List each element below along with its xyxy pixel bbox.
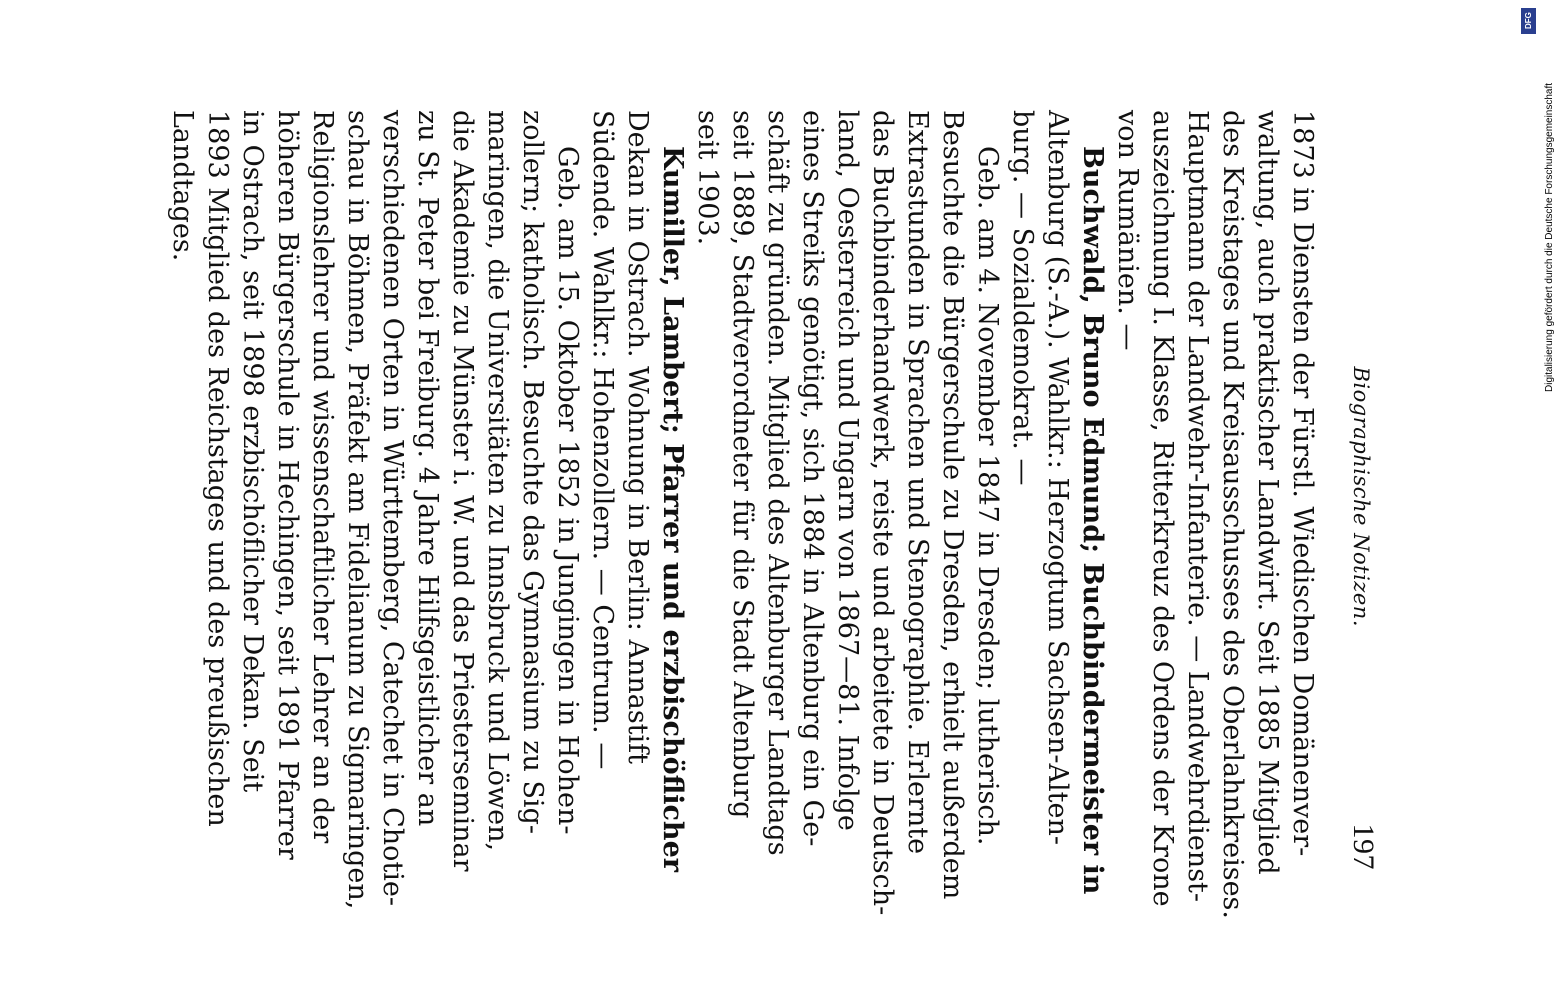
text-line: seit 1903. [692, 110, 723, 246]
dfg-logo: DFG [1521, 8, 1536, 34]
text-line: des Kreistages und Kreisausschusses des Oberlahnkreises. [1217, 110, 1248, 919]
text-line: zu St. Peter bei Freiburg. 4 Jahre Hilfsgeistlicher an [412, 110, 443, 827]
text-line: verschiedenen Orten in Württemberg, Catechet in Chotie- [377, 110, 408, 907]
text-line: Dekan in Ostrach. Wohnung in Berlin: Annastift [622, 110, 653, 765]
text-line: Extrastunden in Sprachen und Stenographie. Erlernte [902, 110, 933, 855]
text-line: 1873 in Diensten der Fürstl. Wiedischen Domänenver- [1287, 110, 1318, 857]
entry-heading-buchwald: Buchwald, Bruno Edmund; Buchbindermeister in [1077, 146, 1108, 895]
text-line: das Buchbinderhandwerk, reiste und arbeitete in Deutsch- [867, 110, 898, 916]
header-title: Biographische Notizen. [1349, 366, 1373, 627]
running-header [1346, 110, 1380, 870]
page-body [120, 110, 1380, 919]
dfg-notice: Digitalisierung gefördert durch die Deutsche Forschungsgemeinschaft [1544, 82, 1555, 392]
text-line: burg. — Sozialdemokrat. — [1007, 110, 1038, 486]
text-line: schau in Böhmen, Präfekt am Fidelianum zu Sigmaringen, [342, 110, 373, 910]
text-line: Geb. am 15. Oktober 1852 in Jungingen in Hohen- [552, 146, 583, 835]
text-line: die Akademie zu Münster i. W. und das Priesterseminar [447, 110, 478, 872]
text-line: von Rumänien. — [1112, 110, 1143, 351]
rotated-page [120, 110, 1380, 919]
text-line: Besuchte die Bürgerschule zu Dresden, erhielt außerdem [937, 110, 968, 900]
text-line: in Ostrach, seit 1898 erzbischöflicher Dekan. Seit [237, 110, 268, 793]
text-line: seit 1889, Stadtverordneter für die Stadt Altenburg [727, 110, 758, 819]
text-line: Altenburg (S.-A.). Wahlkr.: Herzogtum Sachsen-Alten- [1042, 110, 1073, 845]
text-line: Landtages. [167, 110, 198, 262]
text-line: land, Oesterreich und Ungarn von 1867—81. Infolge [832, 110, 863, 831]
text-line: Südende. Wahlkr.: Hohenzollern. — Centrum. — [587, 110, 618, 770]
text-line: schäft zu gründen. Mitglied des Altenburger Landtags [762, 110, 793, 856]
text-line: Religionslehrer und wissenschaftlicher Lehrer an der [307, 110, 338, 844]
text-line: Hauptmann der Landwehr-Infanterie. — Landwehrdienst- [1182, 110, 1213, 903]
text-line: auszeichnung I. Klasse, Ritterkreuz des Ordens der Krone [1147, 110, 1178, 907]
text-line: waltung, auch praktischer Landwirt. Seit 1885 Mitglied [1252, 110, 1283, 875]
page-number: 197 [1347, 823, 1380, 870]
text-line: zollern; katholisch. Besuchte das Gymnasium zu Sig- [517, 110, 548, 834]
dfg-notice-bar [1514, 0, 1555, 1000]
text-line: Geb. am 4. November 1847 in Dresden; lutherisch. [972, 146, 1003, 846]
text-line: höheren Bürgerschule in Hechingen, seit 1891 Pfarrer [272, 110, 303, 860]
main-text [165, 110, 1320, 919]
text-line: eines Streiks genötigt, sich 1884 in Altenburg ein Ge- [797, 110, 828, 847]
entry-heading-kumiller: Kumiller, Lambert; Pfarrer und erzbischöflicher [657, 146, 688, 872]
text-line: maringen, die Universitäten zu Innsbruck und Löwen, [482, 110, 513, 852]
text-line: 1893 Mitglied des Reichstages und des preußischen [202, 110, 233, 827]
